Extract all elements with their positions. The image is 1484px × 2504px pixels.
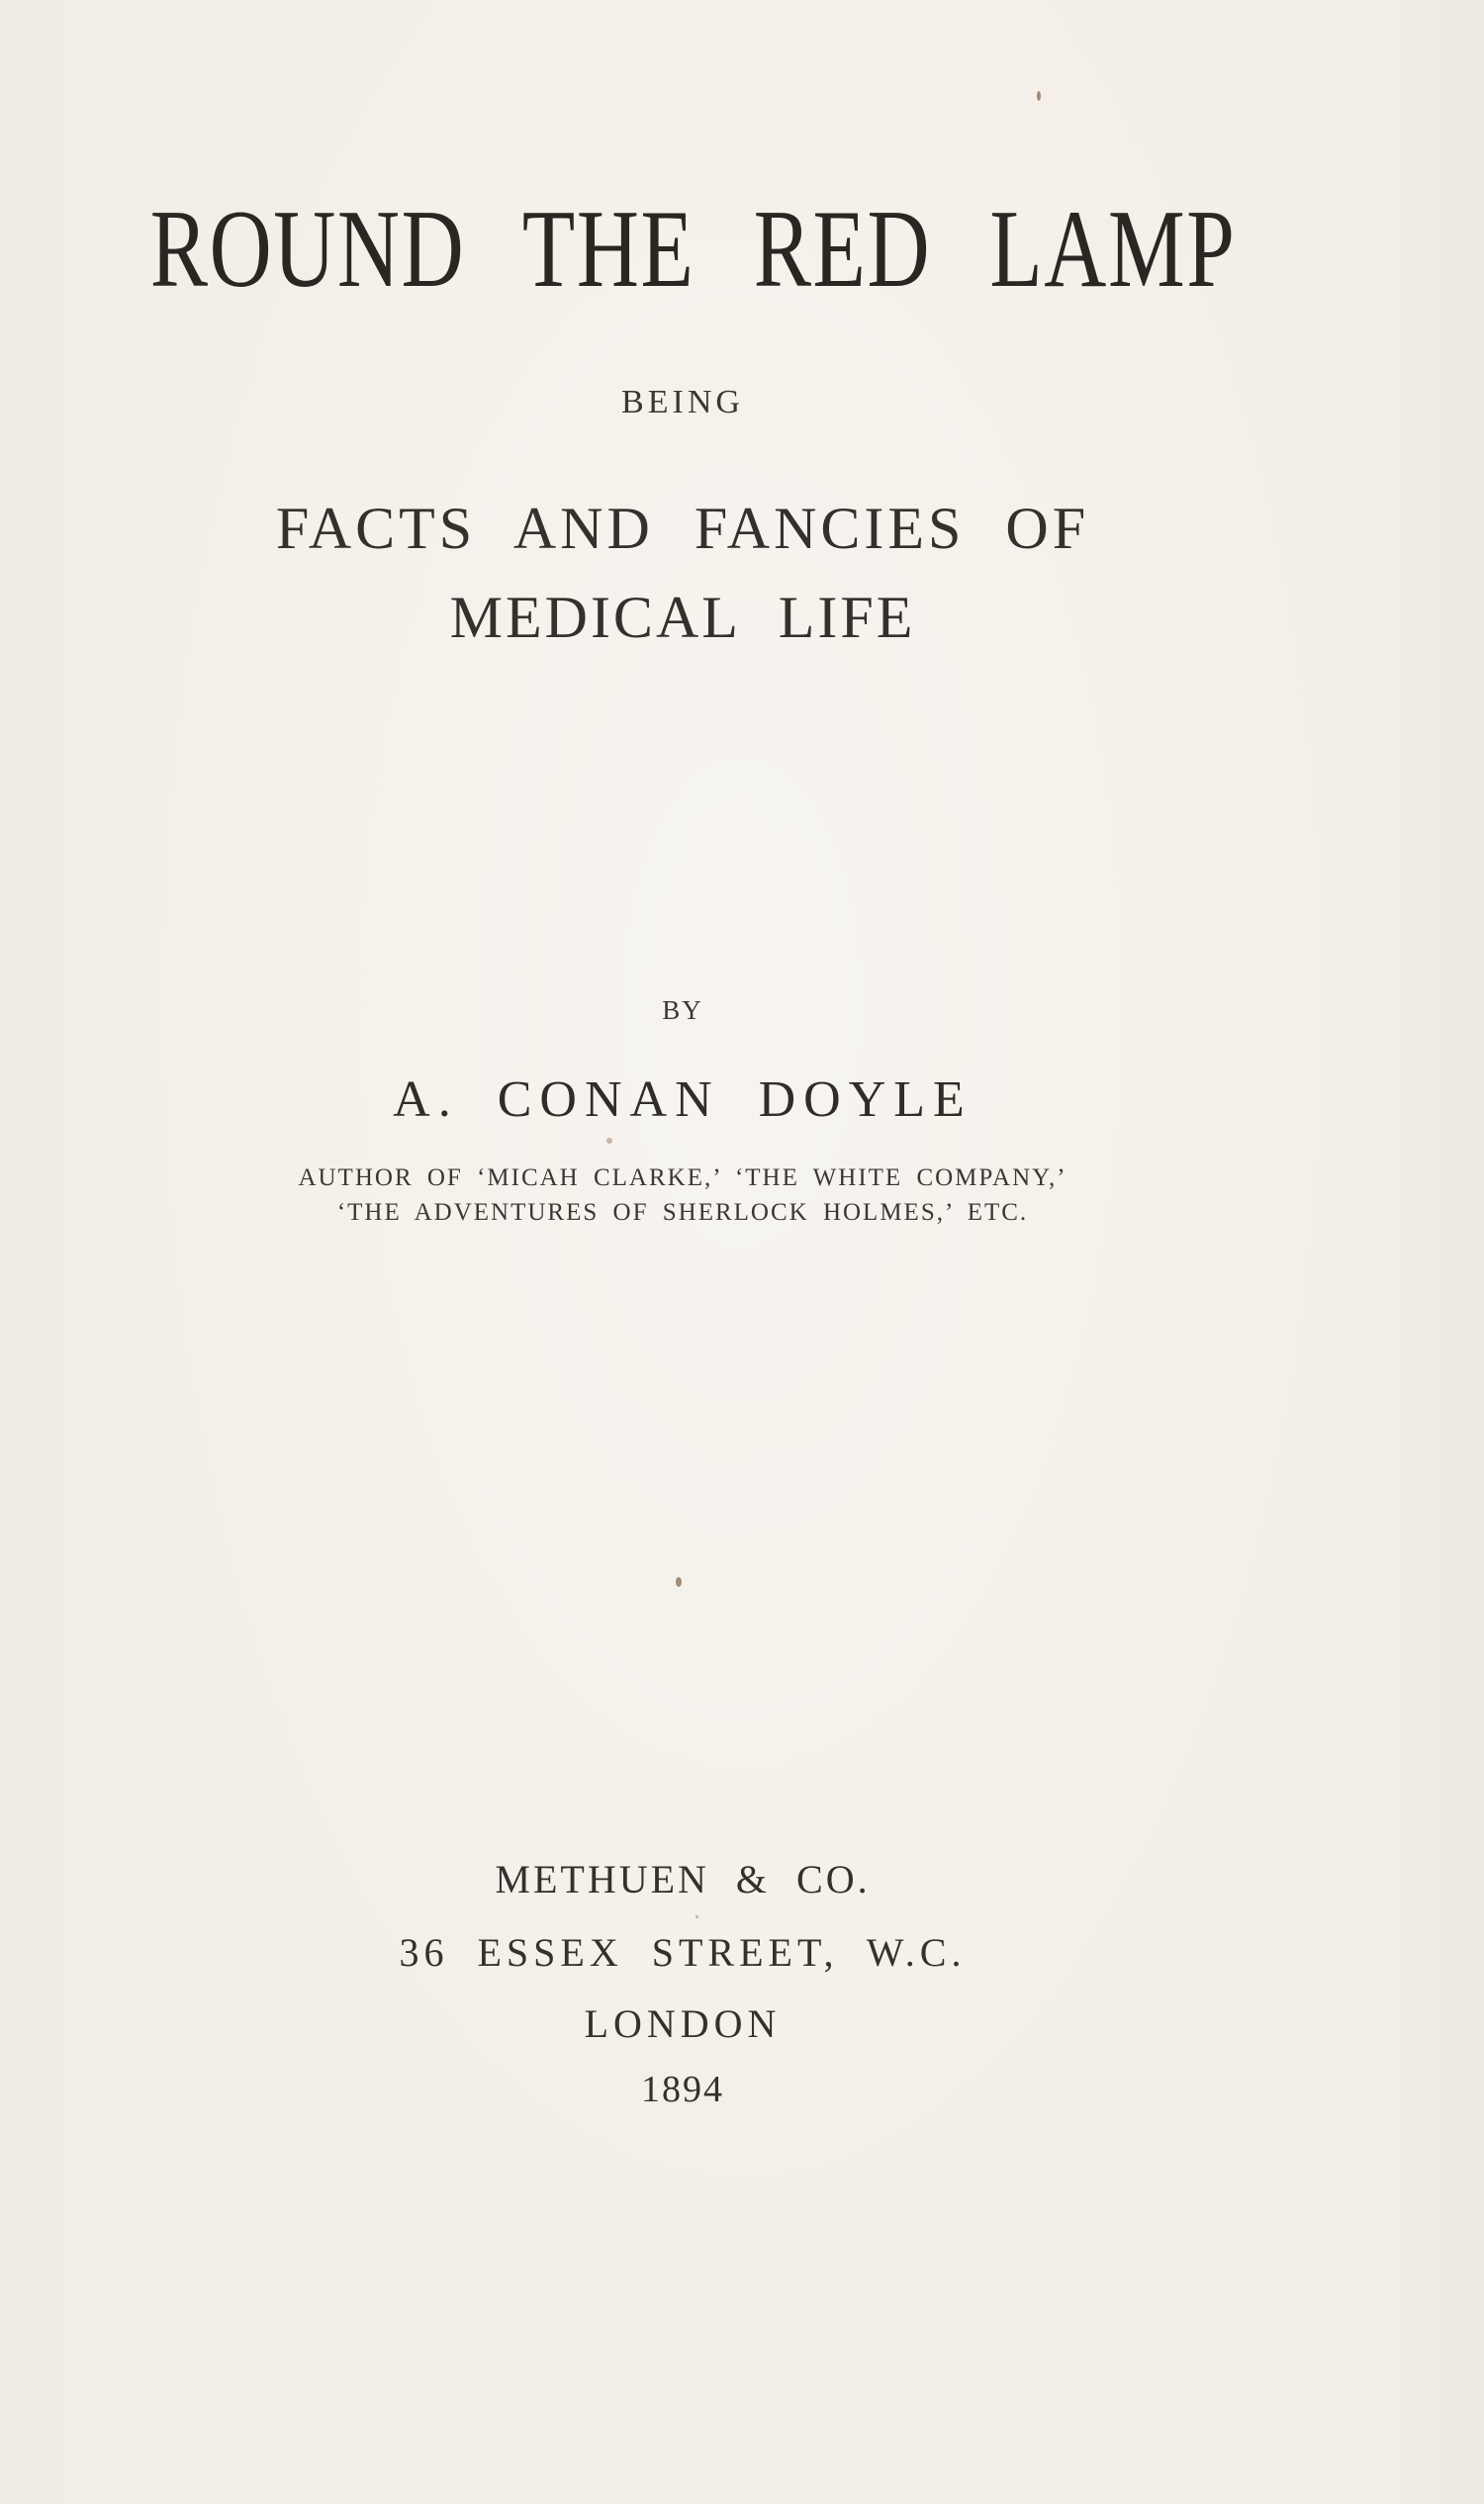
paper-speck bbox=[606, 1138, 612, 1144]
paper-speck bbox=[676, 1577, 682, 1587]
paper-speck bbox=[1037, 91, 1041, 101]
publisher-address: 36 ESSEX STREET, W.C. bbox=[399, 1930, 967, 1975]
author-credits-line-1: AUTHOR OF ‘MICAH CLARKE,’ ‘THE WHITE COMPANY,’ bbox=[298, 1164, 1067, 1191]
author-credits-line-2: ‘THE ADVENTURES OF SHERLOCK HOLMES,’ ETC. bbox=[336, 1199, 1029, 1226]
subtitle-line-2: MEDICAL LIFE bbox=[449, 585, 916, 650]
publication-year: 1894 bbox=[641, 2069, 724, 2110]
publisher-name: METHUEN & CO. bbox=[495, 1857, 871, 1901]
book-title: ROUND THE RED LAMP bbox=[149, 188, 1237, 311]
being-label: BEING bbox=[621, 384, 744, 420]
author-name: A. CONAN DOYLE bbox=[393, 1071, 973, 1128]
paper-speck bbox=[696, 1915, 698, 1918]
publisher-city: LONDON bbox=[584, 2001, 782, 2046]
by-label: BY bbox=[662, 995, 703, 1025]
subtitle-line-1: FACTS AND FANCIES OF bbox=[275, 496, 1090, 561]
